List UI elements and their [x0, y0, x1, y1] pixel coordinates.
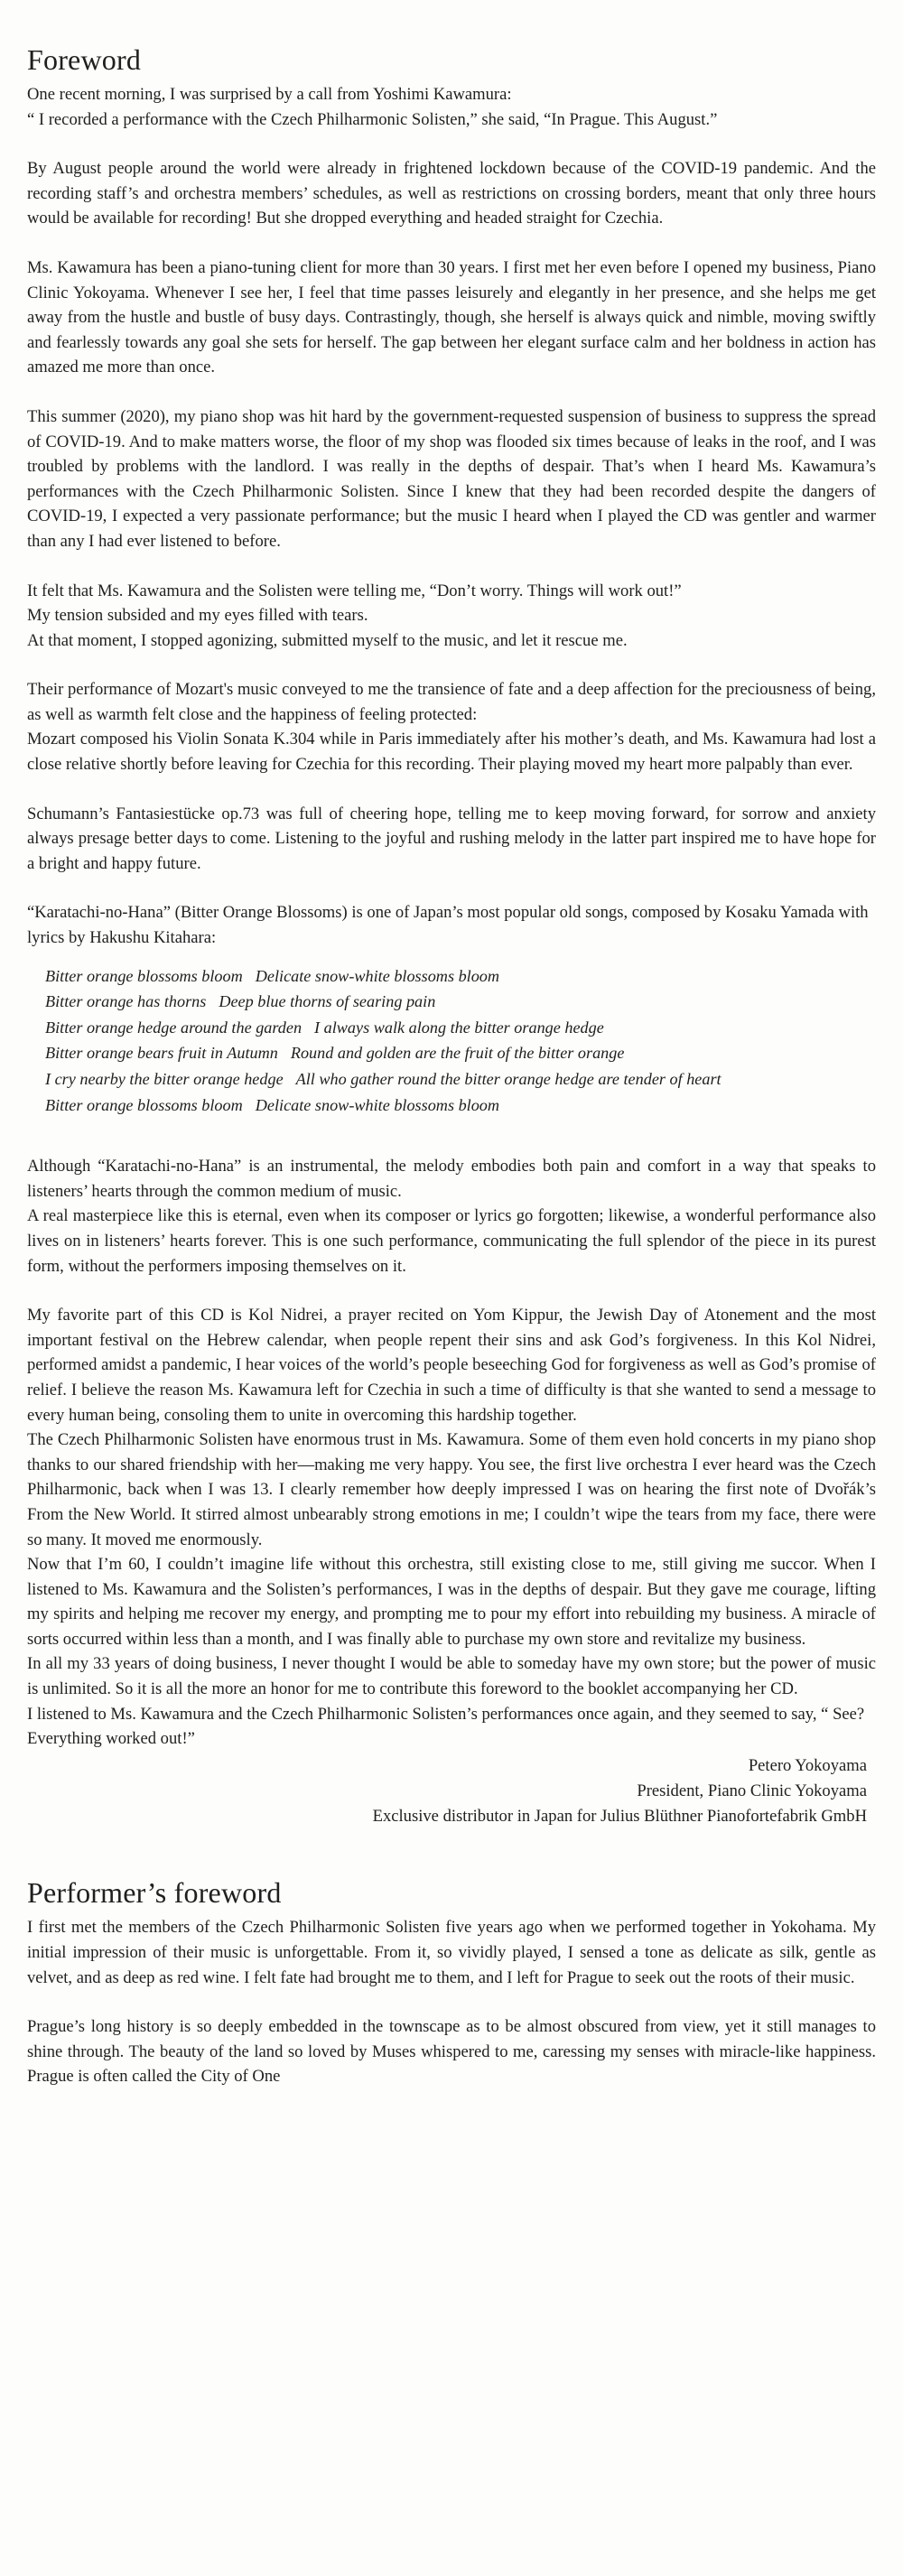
foreword-section — [27, 43, 876, 1829]
poem-line: I cry nearby the bitter orange hedge All who gather round the bitter orange hedge are tender of heart — [45, 1070, 721, 1088]
performer-foreword-section — [27, 1876, 876, 2089]
poem-line: Bitter orange blossoms bloom Delicate snow-white blossoms bloom — [45, 966, 500, 985]
signature-block — [27, 1753, 876, 1830]
paragraph-rescue: At that moment, I stopped agonizing, submitted myself to the music, and let it rescue me. — [27, 630, 628, 650]
signature-name: Petero Yokoyama — [748, 1755, 867, 1775]
poem-line: Bitter orange blossoms bloom Delicate snow-white blossoms bloom — [45, 1095, 500, 1114]
poem-line: Bitter orange bears fruit in Autumn Round and golden are the fruit of the bitter orange — [45, 1044, 625, 1063]
paragraph-trust: The Czech Philharmonic Solisten have enormous trust in Ms. Kawamura. Some of them even hold concerts in my piano shop thanks to our shared friendship with her—making me very happy. You see, the first live orchestra I ever heard was the Czech Philharmonic, back when I was 13. I clearly remember how deeply impressed I was on hearing the first note of Dvořák’s From the New World. It stirred almost unbearably strong emotions in me; I couldn’t wipe the tears from my face, there were so many. It moved me enormously. — [27, 1430, 876, 1549]
performer-foreword-title: Performer’s foreword — [27, 1876, 282, 1910]
paragraph-instrumental: Although “Karatachi-no-Hana” is an instrumental, the melody embodies both pain and comfort in a way that speaks to listeners’ hearts through the common medium of music. — [27, 1157, 876, 1201]
paragraph-prague: Prague’s long history is so deeply embedded in the townscape as to be almost obscured from view, yet it still manages to shine through. The beauty of the land so loved by Muses whispered to me, caressing my senses with miracle-like happiness. Prague is often called the City of One — [27, 2017, 876, 2087]
paragraph-mozart-2: Mozart composed his Violin Sonata K.304 while in Paris immediately after his mother’s death, and Ms. Kawamura had lost a close relative shortly before leaving for Czechia for this recording. Their playing moved my heart more palpably than ever. — [27, 730, 876, 775]
paragraph-mozart-1: Their performance of Mozart's music conveyed to me the transience of fate and a deep affection for the preciousness of being, as well as warmth felt close and the happiness of feeling protected: — [27, 680, 876, 724]
paragraph-tension: My tension subsided and my eyes filled with tears. — [27, 606, 368, 626]
paragraph-lockdown: By August people around the world were already in frightened lockdown because of the COVID-19 pandemic. And the recording staff’s and orchestra members’ schedules, as well as restrictions on crossing borders, meant that only three hours would be available for recording! But she dropped everything and headed straight for Czechia. — [27, 159, 876, 228]
paragraph-33-years: In all my 33 years of doing business, I never thought I would be able to someday have my own store; but the power of music is unlimited. So it is all the more an honor for me to contribute this foreword to the booklet accompanying her CD. — [27, 1654, 876, 1699]
paragraph-client: Ms. Kawamura has been a piano-tuning client for more than 30 years. I first met her even before I opened my business, Piano Clinic Yokoyama. Whenever I see her, I feel that time passes leisurely and elegantly in her presence, and she helps me get away from the hustle and bustle of busy days. Contrastingly, though, she herself is always quick and nimble, moving swiftly and fearlessly towards any goal she sets for herself. The gap between her elegant surface calm and her boldness in action has amazed me more than once. — [27, 257, 876, 377]
paragraph-schumann: Schumann’s Fantasiestücke op.73 was full of cheering hope, telling me to keep moving forward, for sorrow and anxiety always presage better days to come. Listening to the joyful and rushing melody in the latter part inspired me to have hope for a bright and happy future. — [27, 804, 876, 873]
poem-line: Bitter orange has thorns Deep blue thorns of searing pain — [45, 992, 436, 1011]
paragraph-sixty: Now that I’m 60, I couldn’t imagine life without this orchestra, still existing close to me, still giving me succor. When I listened to Ms. Kawamura and the Solisten’s performances, I was in the depths of despair. But they gave me courage, lifting my spirits and helping me recover my energy, and prompting me to pour my effort into rebuilding my business. A miracle of sorts occurred within less than a month, and I was finally able to purchase my own store and revitalize my business. — [27, 1555, 876, 1649]
signature-distributor: Exclusive distributor in Japan for Julius Blüthner Pianofortefabrik GmbH — [372, 1807, 867, 1827]
paragraph-call-line-1: One recent morning, I was surprised by a call from Yoshimi Kawamura: — [27, 85, 512, 104]
paragraph-karatachi-intro: “Karatachi-no-Hana” (Bitter Orange Blossoms) is one of Japan’s most popular old songs, composed by Kosaku Yamada with lyrics by Hakushu Kitahara: — [27, 903, 869, 948]
paragraph-dont-worry: It felt that Ms. Kawamura and the Solisten were telling me, “Don’t worry. Things will work out!” — [27, 581, 682, 600]
paragraph-first-met: I first met the members of the Czech Philharmonic Solisten five years ago when we performed together in Yokohama. My initial impression of their music is unforgettable. From it, so vividly played, I sensed a tone as delicate as silk, gentle as velvet, and as deep as red wine. I felt fate had brought me to them, and I left for Prague to seek out the roots of their music. — [27, 1918, 876, 1987]
poem-lyrics — [45, 963, 876, 1119]
foreword-title: Foreword — [27, 43, 142, 76]
signature-title: President, Piano Clinic Yokoyama — [637, 1781, 867, 1801]
poem-line: Bitter orange hedge around the garden I always walk along the bitter orange hedge — [45, 1018, 604, 1037]
paragraph-kol-nidrei: My favorite part of this CD is Kol Nidrei, a prayer recited on Yom Kippur, the Jewish Day of Atonement and the most important festival on the Hebrew calendar, when people repent their sins and ask God’s forgiveness. In this Kol Nidrei, performed amidst a pandemic, I hear voices of the world’s people beseeching God for forgiveness as well as God’s promise of relief. I believe the reason Ms. Kawamura left for Czechia in such a time of difficulty is that she wanted to send a message to every human being, consoling them to unite in overcoming this hardship together. — [27, 1306, 876, 1425]
paragraph-summer: This summer (2020), my piano shop was hit hard by the government-requested suspension of business to suppress the spread of COVID-19. And to make matters worse, the floor of my shop was flooded six times because of leaks in the roof, and I was troubled by problems with the landlord. I was really in the depths of despair. That’s when I heard Ms. Kawamura’s performances with the Czech Philharmonic Solisten. Since I knew that they had been recorded despite the dangers of COVID-19, I expected a very passionate performance; but the music I heard when I played the CD was gentler and warmer than any I had ever listened to before. — [27, 406, 876, 551]
paragraph-worked-out: I listened to Ms. Kawamura and the Czech Philharmonic Solisten’s performances once again, and they seemed to say, “ See? Everything worked out!” — [27, 1704, 865, 1749]
paragraph-call-line-2: “ I recorded a performance with the Czech Philharmonic Solisten,” she said, “In Prague. This August.” — [27, 109, 718, 129]
paragraph-masterpiece: A real masterpiece like this is eternal, even when its composer or lyrics go forgotten; likewise, a wonderful performance also lives on in listeners’ hearts forever. This is one such performance, communicating the full splendor of the piece in its purest form, without the performers imposing themselves on it. — [27, 1206, 876, 1276]
